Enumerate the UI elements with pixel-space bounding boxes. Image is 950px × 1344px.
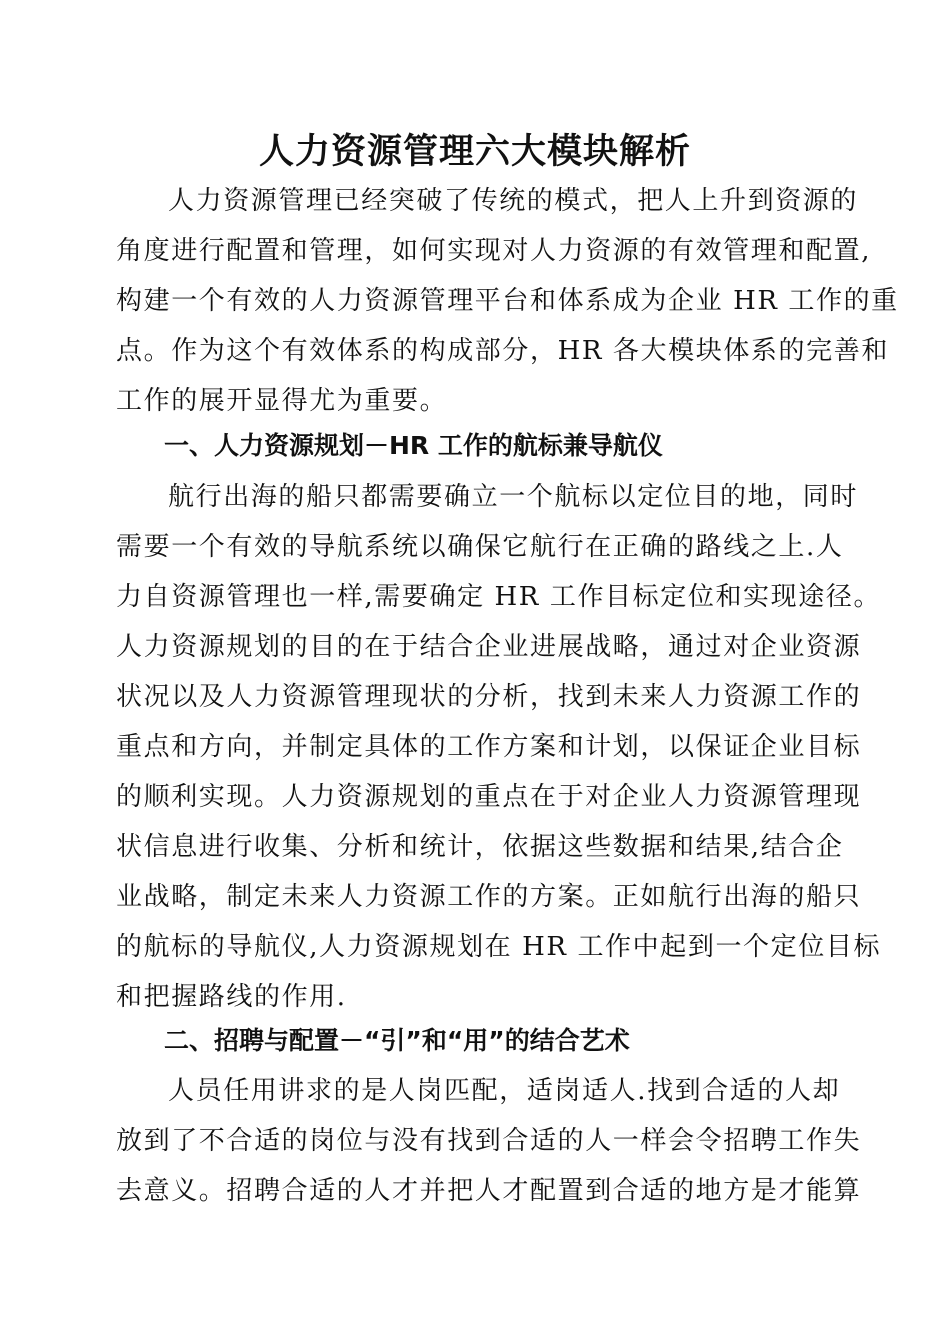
paragraph-line: 的顺利实现。人力资源规划的重点在于对企业人力资源管理现 — [116, 782, 862, 812]
paragraph-line: 人员任用讲求的是人岗匹配，适岗适人.找到合适的人却 — [168, 1076, 841, 1106]
paragraph-line: 业战略，制定未来人力资源工作的方案。正如航行出海的船只 — [116, 882, 862, 912]
paragraph-line: 状信息进行收集、分析和统计，依据这些数据和结果,结合企 — [116, 832, 844, 862]
section-heading-2: 二、招聘与配置－“引”和“用”的结合艺术 — [164, 1026, 630, 1055]
paragraph-line: 工作的展开显得尤为重要。 — [116, 386, 448, 416]
paragraph-line: 重点和方向，并制定具体的工作方案和计划，以保证企业目标 — [116, 732, 862, 762]
paragraph-line: 构建一个有效的人力资源管理平台和体系成为企业 HR 工作的重 — [116, 286, 899, 316]
paragraph-intro — [116, 176, 899, 426]
section-heading-1: 一、人力资源规划－HR 工作的航标兼导航仪 — [164, 431, 663, 460]
document-title: 人力资源管理六大模块解析 — [258, 131, 691, 172]
paragraph-line: 人力资源规划的目的在于结合企业进展战略，通过对企业资源 — [116, 632, 862, 662]
paragraph-line: 放到了不合适的岗位与没有找到合适的人一样会令招聘工作失 — [116, 1126, 862, 1156]
paragraph-line: 去意义。招聘合适的人才并把人才配置到合适的地方是才能算 — [116, 1176, 862, 1206]
paragraph-planning — [116, 472, 882, 1022]
paragraph-line: 人力资源管理已经突破了传统的模式，把人上升到资源的 — [168, 186, 859, 216]
paragraph-line: 需要一个有效的导航系统以确保它航行在正确的路线之上.人 — [116, 532, 844, 562]
paragraph-line: 的航标的导航仪,人力资源规划在 HR 工作中起到一个定位目标 — [116, 932, 882, 962]
paragraph-line: 状况以及人力资源管理现状的分析，找到未来人力资源工作的 — [116, 682, 862, 712]
paragraph-line: 航行出海的船只都需要确立一个航标以定位目的地，同时 — [168, 482, 859, 512]
paragraph-line: 力自资源管理也一样,需要确定 HR 工作目标定位和实现途径。 — [116, 582, 882, 612]
paragraph-line: 和把握路线的作用. — [116, 982, 347, 1012]
paragraph-recruitment — [116, 1066, 862, 1216]
paragraph-line: 点。作为这个有效体系的构成部分，HR 各大模块体系的完善和 — [116, 336, 889, 366]
paragraph-line: 角度进行配置和管理，如何实现对人力资源的有效管理和配置, — [116, 236, 872, 266]
